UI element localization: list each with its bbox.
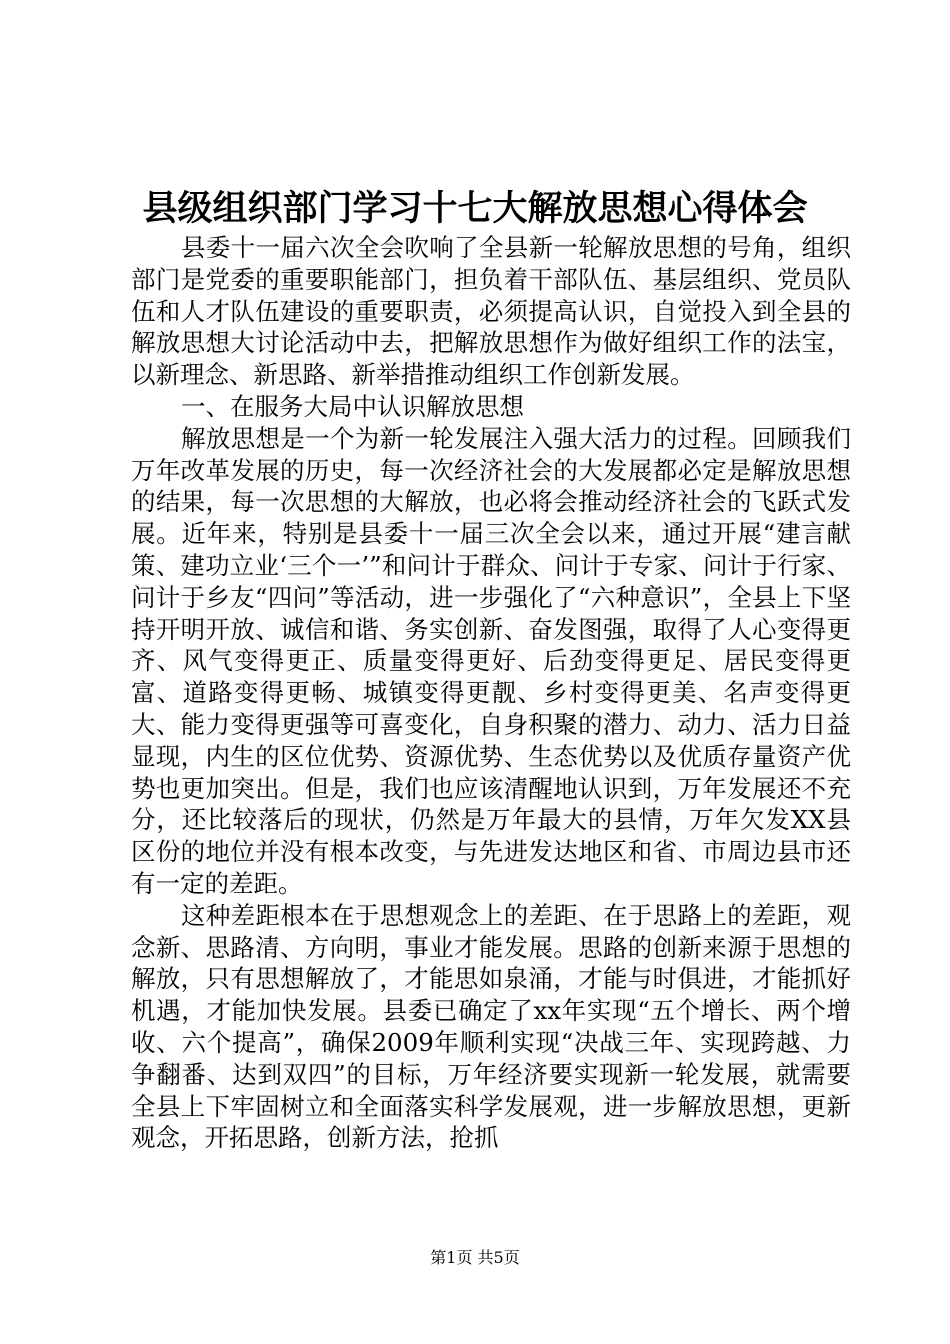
page-title: 县级组织部门学习十七大解放思想心得体会 — [142, 188, 808, 229]
paragraph-body-1: 解放思想是一个为新一轮发展注入强大活力的过程。回顾我们万年改革发展的历史，每一次经济社会的大发展都必定是解放思想的结果，每一次思想的大解放，也必将会推动经济社会的飞跃式发展。近年来，特别是县委十一届三次全会以来，通过开展“建言献策、建功立业‘三个一’”和问计于群众、问计于专家、问计于行家、问计于乡友“四问”等活动，进一步强化了“六种意识”，全县上下坚持开明开放、诚信和谐、务实创新、奋发图强，取得了人心变得更齐、风气变得更正、质量变得更好、后劲变得更足、居民变得更富、道路变得更畅、城镇变得更靓、乡村变得更美、名声变得更大、能力变得更强等可喜变化，自身积聚的潜力、动力、活力日益显现，内生的区位优势、资源优势、生态优势以及优质存量资产优势也更加突出。但是，我们也应该清醒地认识到，万年发展还不充分，还比较落后的现状，仍然是万年最大的县情，万年欠发XX县区份的地位并没有根本改变，与先进发达地区和省、市周边县市还有一定的差距。 — [131, 423, 851, 898]
paragraph-body-2: 这种差距根本在于思想观念上的差距、在于思路上的差距，观念新、思路清、方向明，事业才能发展。思路的创新来源于思想的解放，只有思想解放了，才能思如泉涌，才能与时俱进，才能抓好机遇，才能加快发展。县委已确定了xx年实现“五个增长、两个增收、六个提高”，确保2009年顺利实现“决战三年、实现跨越、力争翻番、达到双四”的目标，万年经济要实现新一轮发展，就需要全县上下牢固树立和全面落实科学发展观，进一步解放思想，更新观念，开拓思路，创新方法，抢抓 — [131, 900, 851, 1153]
page-footer: 第1页 共5页 — [430, 1248, 520, 1267]
paragraph-intro: 县委十一届六次全会吹响了全县新一轮解放思想的号角，组织部门是党委的重要职能部门，担负着干部队伍、基层组织、党员队伍和人才队伍建设的重要职责，必须提高认识，自觉投入到全县的解放思想大讨论活动中去，把解放思想作为做好组织工作的法宝，以新理念、新思路、新举措推动组织工作创新发展。 — [131, 233, 851, 390]
document-body — [131, 232, 851, 1154]
section-heading-1: 一、在服务大局中认识解放思想 — [181, 391, 524, 421]
